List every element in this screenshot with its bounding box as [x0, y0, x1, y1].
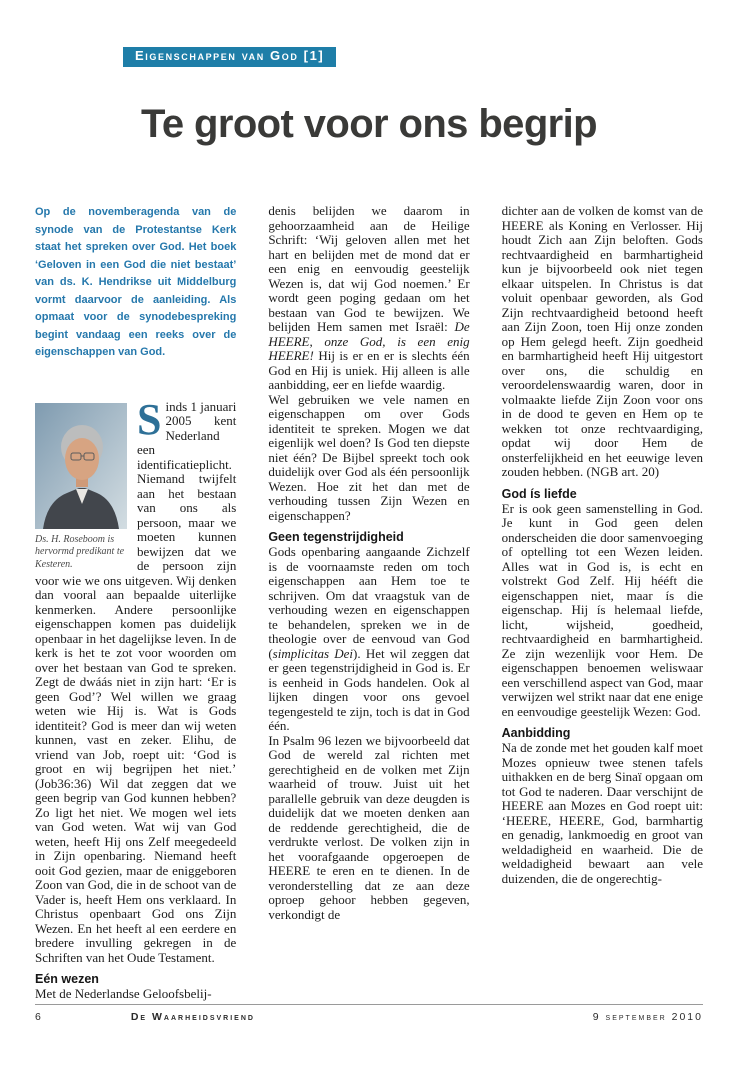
article-columns: [35, 204, 703, 1002]
article-title: Te groot voor ons begrip: [141, 102, 597, 146]
portrait-photo: [35, 403, 127, 529]
body-paragraph: Met de Nederlandse Geloofsbelij-: [35, 986, 212, 1001]
column-2: [268, 204, 469, 1002]
drop-cap: S: [137, 394, 162, 444]
photo-text-block: [35, 394, 237, 966]
subheading-geen-tegenstrijdigheid: Geen tegenstrijdigheid: [268, 530, 404, 544]
body-paragraph: Er is ook geen samenstelling in God. Je kunt in God geen delen onderscheiden die door samenvoeging of optelling tot een Wezen leiden. Alles wat in God is, is echt en volstrekt God Zelf. Hij hééft die eigenschappen niet, maar ís die eigenschap. Hij ís helemaal liefde, licht, wijsheid, goedheid, rechtvaardigheid en barmhartigheid. Ze zijn wezenlijk voor Hem. De eigenschappen benoemen weliswaar een verschillend aspect van God, maar verwijzen wel strikt naar dat ene enige en eenvoudige geestelijk Wezen: God.: [501, 500, 703, 719]
body-paragraph: In Psalm 96 lezen we bijvoorbeeld dat God de wereld zal richten met gerechtigheid en de volken met Zijn waarheid of trouw. Juist uit het parallelle gebruik van deze deugden is duidelijk dat we moeten denken aan de reddende gerechtigheid, die de verdrukte verlost. De volken zijn in het voorafgaande opgeroepen de HEERE te eren en te dienen. In de veronderstelling dat ze aan deze oproep gehoor hebben gegeven, verkondigt de: [268, 732, 470, 922]
column-1: [35, 204, 236, 1002]
footer-publication: De Waarheidsvriend: [130, 1011, 255, 1023]
portrait-figure: [35, 403, 127, 572]
subheading-aanbidding: Aanbidding: [501, 726, 571, 740]
column-3: [502, 204, 703, 1002]
body-paragraph: denis belijden we daarom in gehoorzaamheid aan de Heilige Schrift: ‘Wij geloven allen met het hart en belijden met de mond dat er een enig en eenvoudig geestelijk Wezen is, dat wij God noemen.’ Er wordt geen poging gedaan om het bestaan van God te bewijzen. We belijden Hem samen met Israël: De HEERE, onze God, is een enig HEERE! Hij is er en er is slechts één God en Hij is uniek. Hij alleen is alle aanbidding, eer en liefde waardig.: [268, 203, 470, 392]
subheading-een-wezen: Eén wezen: [35, 972, 99, 986]
section-banner-label: Eigenschappen van God [1]: [135, 48, 325, 63]
body-paragraph: Gods openbaring aangaande Zichzelf is de voornaamste reden om toch eigenschappen aan Hem toe te schrijven. Om dat vraagstuk van de verhouding wezen en eigenschappen te behandelen, spreken we in de theologie over de eenvoud van God (simplicitas Dei). Het wil zeggen dat er geen tegenstrijdigheid in God is. Er is eenheid in Gods handelen. Ook al lijken dingen voor ons gevoel tegengesteld te zijn, toch is dat in God één.: [268, 544, 470, 733]
paragraph-text: inds 1 januari 2005 kent Nederland een identificatieplicht. Niemand twijfelt aan het bestaan van ons als persoon, maar we moeten kunnen bewijzen dat we de persoon zijn voor wie we ons uitgeven. Wij denken dan vooral aan bepaalde uiterlijke kenmerken. Andere persoonlijke eigenschappen komen pas duidelijk openbaar in het dagelijkse leven. In de kerk is het te zot voor woorden om over het bestaan van God te spreken. Zegt de dwáás niet in zijn hart: ‘Er is geen God’? Wel willen we graag weten wie Hij is. Wat is Gods identiteit? God is meer dan wij weten kunnen, vast en zeker. Elihu, de vriend van Job, roept uit: ‘God is groot en wij begrijpen het niet.’ (Job36:36) Wil dat zeggen dat we geen begrip van God kunnen hebben? Zo ligt het niet. We mogen wel iets van God weten. Wat wij van God weten, heeft Hij ons Zelf meegedeeld in Zijn openbaring. Niemand heeft ooit God gezien, maar de eniggeboren Zoon van God, die in de schoot van de Vader is, heeft Hem ons verklaard. In Christus openbaart God ons Zijn Wezen. En het heeft al een eerdere en bredere invulling gekregen in de Schriften van het Oude Testament.: [35, 398, 237, 965]
section-banner: [123, 47, 336, 67]
intro-paragraph: Op de novemberagenda van de synode van de Protestantse Kerk staat het spreken over God. Het boek ‘Geloven in een God die niet bestaat’ van ds. K. Hendrikse uit Middelburg vormt daarvoor de aanleiding. Als opmaat voor de synodebespreking begint vandaag een reeks over de eigenschappen van God.: [35, 206, 237, 358]
footer-page-number: 6: [35, 1011, 43, 1023]
subheading-god-is-liefde: God ís liefde: [501, 486, 577, 501]
body-paragraph: Wel gebruiken we vele namen en eigenschappen om over Gods identiteit te spreken. Mogen we dat eigenlijk wel doen? Is God ten diepste niet één? De Bijbel spreekt toch ook duidelijk over God als één persoonlijk Wezen. Hoe zit het dan met de verhouding tussen Zijn Wezen en eigenschappen?: [268, 391, 470, 523]
footer-date: 9 september 2010: [592, 1011, 703, 1023]
body-paragraph: dichter aan de volken de komst van de HEERE als Koning en Verlosser. Hij houdt Zich aan Zijn beloften. Gods rechtvaardigheid en barmhartigheid kun je bijvoorbeeld ook niet tegen elkaar uitspelen. In Christus is dat voluit openbaar geworden, als God Zijn rechtvaardigheid betoond heeft aan Zijn Zoon, toen Hij onze zonden op Hem gelegd heeft. Zijn goedheid en barmhartigheid heeft Hij uitgestort over ons, die schuldig en veroordelenswaardig waren, door in volmaakte liefde Zijn Zoon voor ons in de dood te geven en Hem op te wekken tot onze rechtvaardiging, opdat wij door Hem de onsterfelijkheid en het eeuwige leven zouden hebben. (NGB art. 20): [501, 203, 703, 479]
body-paragraph: Na de zonde met het gouden kalf moet Mozes opnieuw twee stenen tafels uithakken en de berg Sinaï opgaan om tot God te naderen. Daar verschijnt de HEERE aan Mozes en God roept uit: ‘HEERE, HEERE, God, barmhartig en genadig, lankmoedig en groot van weldadigheid en waarheid. Die de weldadigheid bewaart aan vele duizenden, die de ongerechtig-: [501, 740, 703, 886]
photo-caption: Ds. H. Roseboom is hervormd predikant te Kesteren.: [35, 533, 125, 570]
page-footer: [35, 1004, 703, 1023]
